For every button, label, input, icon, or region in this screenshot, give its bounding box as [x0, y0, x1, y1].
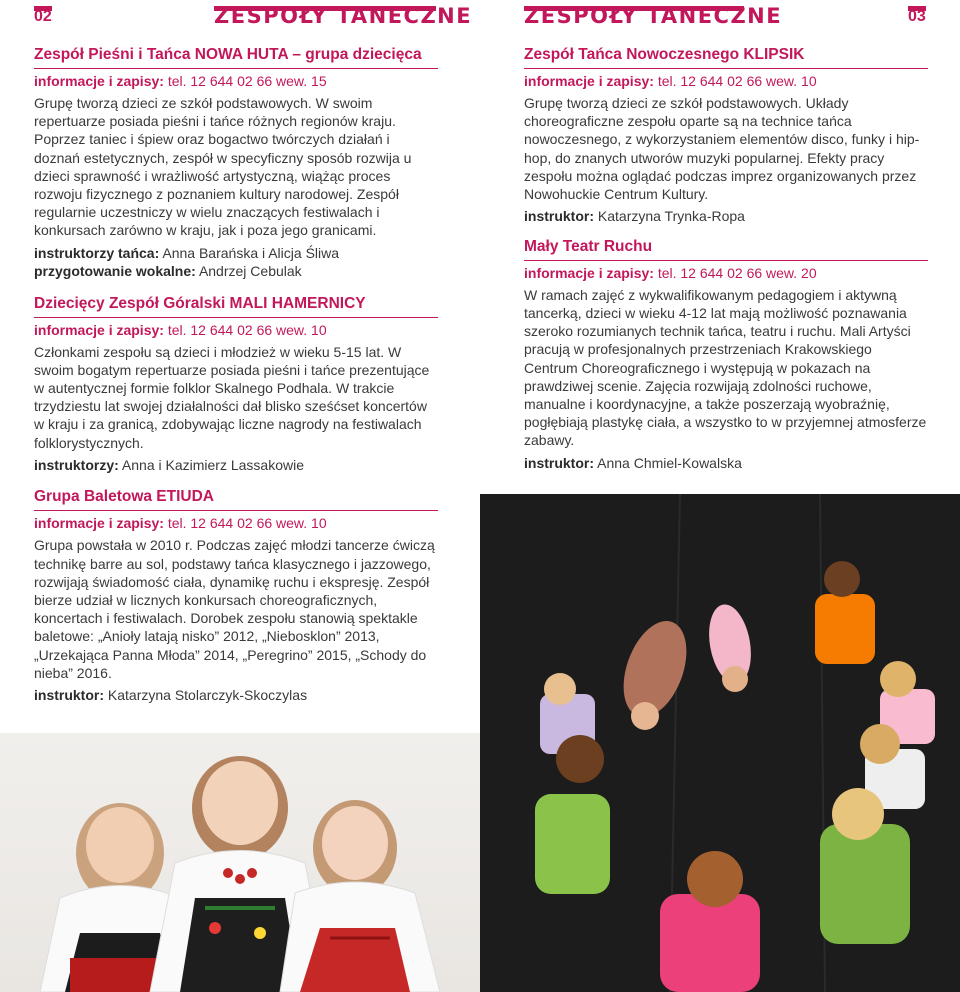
instructor-label: instruktorzy:: [34, 456, 119, 473]
group-divider: [34, 317, 438, 318]
dance-class-photo: [480, 494, 960, 992]
group-divider: [34, 510, 438, 511]
group-nowa-huta: [34, 46, 438, 281]
contact-info: [34, 73, 438, 89]
instructor-line: [34, 686, 438, 705]
instructor-name: Anna Chmiel-Kowalska: [597, 454, 742, 471]
page-number: 02: [34, 8, 52, 25]
contact-label: informacje i zapisy:: [34, 73, 164, 89]
contact-phone: tel. 12 644 02 66 wew. 10: [657, 73, 817, 89]
group-divider: [524, 260, 928, 261]
group-description: Grupę tworzą dzieci ze szkół podstawowych. W swoim repertuarze posiada pieśni i tańce różnych regionów kraju. Poprzez taniec i śpiew oraz bogactwo twórczych działań i doznań estetycznych, zespół w specyficzny sposób rozwija u dzieci sprawność i wrażliwość artystyczną, wiążąc proces rozwoju fizycznego z poznaniem kultury narodowej. Zespół regularnie uczestniczy w wielu znaczących festiwalach i konkursach zarówno w kraju, jak i poza jego granicami.: [34, 95, 412, 239]
instructor-name: Katarzyna Stolarczyk-Skoczylas: [107, 686, 308, 703]
contact-info: [524, 265, 928, 281]
instructor-label: instruktor:: [524, 208, 594, 225]
vocal-name: Andrzej Cebulak: [198, 263, 302, 280]
contact-phone: tel. 12 644 02 66 wew. 10: [167, 321, 327, 338]
children-circle-illustration: [480, 494, 960, 992]
group-divider: [34, 68, 438, 69]
group-maly-teatr-ruchu: [524, 238, 928, 472]
group-title: Mały Teatr Ruchu: [524, 237, 653, 255]
instructor-name: Katarzyna Trynka-Ropa: [597, 208, 745, 225]
group-title: Zespół Tańca Nowoczesnego KLIPSIK: [524, 46, 805, 63]
contact-label: informacje i zapisy:: [34, 515, 164, 532]
instructor-line: [34, 244, 438, 281]
contact-info: [524, 73, 928, 89]
group-title: Grupa Baletowa ETIUDA: [34, 488, 214, 506]
right-column: [524, 46, 928, 472]
group-etiuda: [34, 488, 438, 704]
group-divider: [524, 68, 928, 69]
instructor-line: [524, 454, 928, 473]
page-number: 03: [908, 8, 926, 25]
vocal-label: przygotowanie wokalne:: [34, 263, 196, 280]
group-title: Zespół Pieśni i Tańca NOWA HUTA – grupa dziecięca: [34, 46, 422, 63]
section-title: ZESPOŁY TANECZNE: [214, 4, 473, 28]
contact-label: informacje i zapisy:: [524, 73, 654, 89]
folk-costume-photo: [0, 733, 480, 992]
left-column: [34, 46, 438, 704]
group-description: Grupa powstała w 2010 r. Podczas zajęć młodzi tancerze ćwiczą technikę barre au sol, podstawy tańca klasycznego i jazzowego, rozwijają świadomość ciała, dynamikę ruchu i ekspresję. Zespół bierze udział w licznych konkursach choreograficznych, koncertach i festiwalach. Dorobek zespołu stanowią spektakle baletowe: „Anioły latają nisko” 2012, „Niebosklon” 2013, „Urzekająca Panna Młoda” 2014, „Peregrino” 2015, „Schody do nieba” 2016.: [34, 537, 435, 681]
group-klipsik: [524, 46, 928, 226]
instructor-label: instruktor:: [34, 686, 104, 703]
instructor-label: instruktorzy tańca:: [34, 244, 160, 261]
group-title: Dziecięcy Zespół Góralski MALI HAMERNICY: [34, 294, 366, 312]
contact-label: informacje i zapisy:: [34, 321, 164, 338]
instructor-label: instruktor:: [524, 454, 594, 471]
contact-phone: tel. 12 644 02 66 wew. 10: [167, 515, 327, 532]
folk-girls-illustration: [0, 733, 480, 992]
instructor-name: Anna i Kazimierz Lassakowie: [121, 456, 305, 473]
section-title: ZESPOŁY TANECZNE: [524, 4, 783, 28]
contact-label: informacje i zapisy:: [524, 264, 654, 281]
contact-info: [34, 322, 438, 338]
contact-phone: tel. 12 644 02 66 wew. 20: [657, 264, 817, 281]
instructor-name: Anna Barańska i Alicja Śliwa: [162, 244, 340, 261]
contact-phone: tel. 12 644 02 66 wew. 15: [167, 73, 327, 89]
group-description: Grupę tworzą dzieci ze szkół podstawowych. Układy choreograficzne zespołu oparte są na technice tańca nowoczesnego, z wykorzystaniem elementów disco, funky i hip-hop, do znanych utworów muzyki popularnej. Efekty pracy zespołu można oglądać podczas imprez organizowanych przez Nowohuckie Centrum Kultury.: [524, 95, 920, 203]
instructor-line: [34, 456, 438, 475]
contact-info: [34, 515, 438, 531]
right-page: [480, 0, 960, 992]
group-description: Członkami zespołu są dzieci i młodzież w wieku 5-15 lat. W swoim bogatym repertuarze posiada pieśni i tańce prezentujące w autentycznej formie folklor Skalnego Podhala. W trakcie trzydziestu lat swojej działalności dał blisko sześćset koncertów w kraju i za granicą, zdobywając liczne nagrody na festiwalach folklorystycznych.: [34, 343, 430, 451]
group-mali-hamernicy: [34, 295, 438, 475]
group-description: W ramach zajęć z wykwalifikowanym pedagogiem i aktywną tancerką, dzieci w wieku 4-12 lat mają możliwość poznawania szeroko rozumianych technik tańca, teatru i ruchu. Mali Artyści pracują w profesjonalnych przestrzeniach Krakowskiego Centrum Choreograficznego i występują w pokazach na prawdziwej scenie. Zajęcia rozwijają zdolności ruchowe, manualne i koordynacyjne, a także poszerzają wyobraźnię, pogłębiają plastykę ciała, a wszystko to w przyjemnej atmosferze zabawy.: [524, 286, 927, 449]
instructor-line: [524, 207, 928, 226]
